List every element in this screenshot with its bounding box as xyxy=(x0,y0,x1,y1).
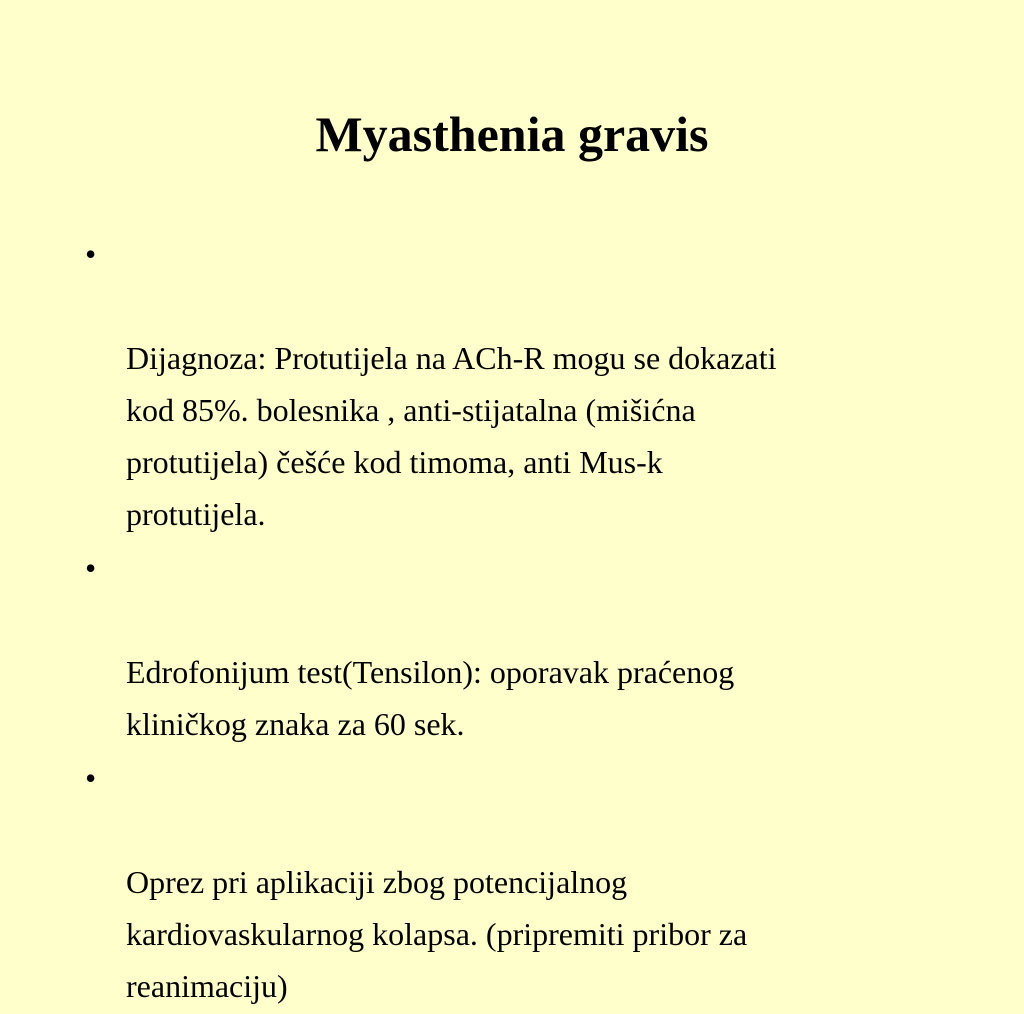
bullet-dot-icon: • xyxy=(85,760,97,796)
bullet-item xyxy=(85,228,955,540)
bullet-item xyxy=(85,752,955,1012)
bullet-item xyxy=(85,542,955,750)
bullet-text: Edrofonijum test(Tensilon): oporavak praćenog kliničkog znaka za 60 sek. xyxy=(126,654,735,742)
bullet-dot-icon: • xyxy=(85,550,97,586)
bullet-list xyxy=(85,228,955,1014)
bullet-text: Dijagnoza: Protutijela na ACh-R mogu se dokazati kod 85%. bolesnika , anti-stijatalna (mišićna protutijela) češće kod timoma, anti Mus-k protutijela. xyxy=(126,340,777,532)
bullet-text: Oprez pri aplikaciji zbog potencijalnog kardiovaskularnog kolapsa. (pripremiti pribor za reanimaciju) xyxy=(126,864,748,1004)
slide-title: Myasthenia gravis xyxy=(315,106,709,162)
bullet-dot-icon: • xyxy=(85,236,97,272)
